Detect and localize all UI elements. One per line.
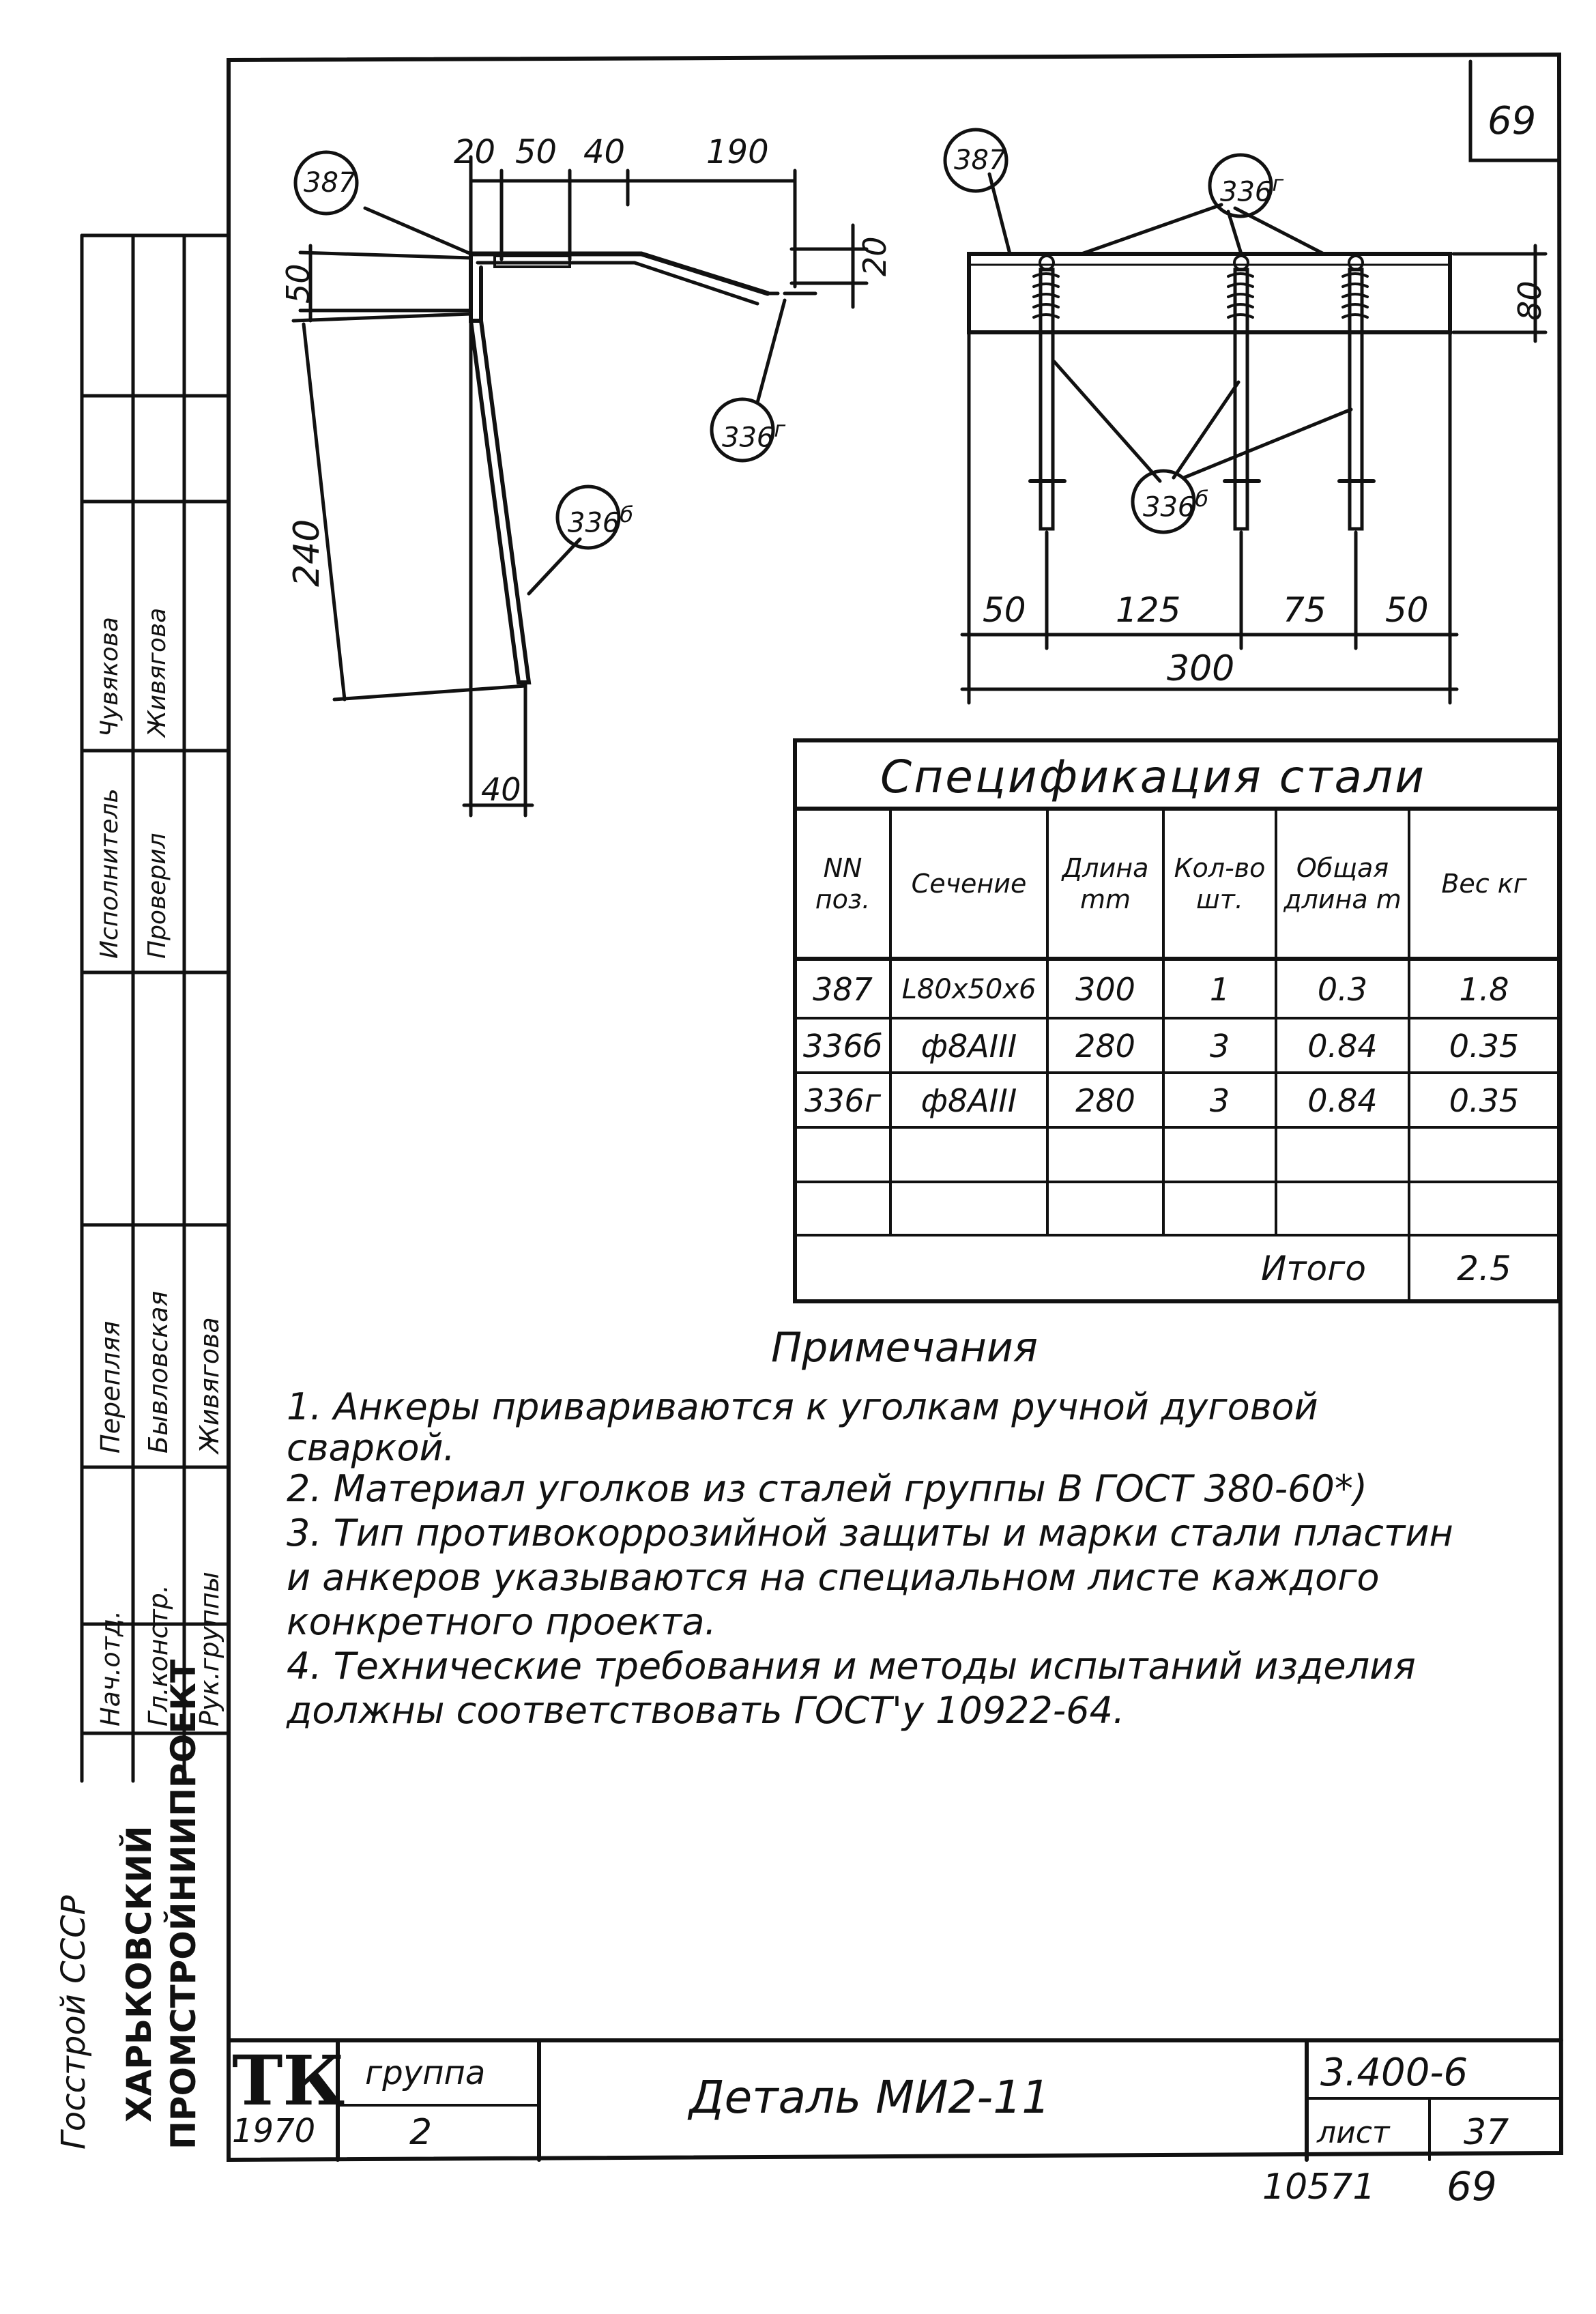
table-cell: 336г (804, 1082, 881, 1119)
right-detail-drawing (962, 174, 1546, 703)
note-line: и анкеров указываются на специальном листе каждого (287, 1556, 1380, 1599)
table-cell: ф8АIII (920, 1027, 1017, 1065)
callout-336b-right: $336^б$ (1143, 486, 1209, 523)
note-line: 3. Тип противокоррозийной защиты и марки стали пластин (287, 1512, 1453, 1554)
table-cell: 0.35 (1449, 1082, 1520, 1119)
tk-logo: ТК (232, 2040, 345, 2121)
table-cell: 0.35 (1449, 1027, 1520, 1065)
table-cell: 336б (802, 1027, 883, 1065)
spec-header-weight: Вес кг (1441, 869, 1527, 899)
dim-bottom-125: 125 (1116, 590, 1181, 630)
dim-right-vertical-20: 20 (856, 236, 893, 276)
drawing-title: Деталь МИ2-11 (689, 2071, 1051, 2124)
dim-bottom-50-b: 50 (1385, 590, 1429, 630)
org-institute: ПРОМСТРОЙНИИПРОЕКТ (164, 1659, 203, 2150)
stamp-name-3: Живягова (194, 1317, 224, 1454)
table-cell: 280 (1075, 1082, 1135, 1119)
callout-336g-left: $336^г$ (722, 416, 786, 454)
corner-sheet-number: 69 (1488, 99, 1537, 143)
dim-height-80: 80 (1511, 280, 1548, 321)
table-cell: 1.8 (1459, 971, 1509, 1008)
table-cell: 300 (1075, 971, 1135, 1008)
stamp-name-1: Перепляя (96, 1320, 126, 1454)
series-number: 3.400-6 (1320, 2051, 1468, 2095)
note-line: должны соответствовать ГОСТ'у 10922-64. (287, 1689, 1125, 1732)
stamp-role-chief-designer: Гл.констр. (143, 1585, 173, 1726)
table-cell: 387 (813, 971, 873, 1008)
org-gosstroy: Госстрой СССР (55, 1895, 93, 2150)
spec-header-section: Сечение (911, 869, 1027, 899)
stamp-role-group-lead: Рук.группы (194, 1572, 224, 1726)
stamp-role-executor: Исполнитель (96, 788, 124, 959)
dim-bottom-40: 40 (481, 771, 521, 808)
spec-header-total-length: Общая длина m (1283, 853, 1402, 914)
left-stamp-grid (82, 235, 229, 1781)
table-cell: 0.3 (1317, 971, 1368, 1008)
callout-387-right: 387 (954, 145, 1006, 176)
spec-total-label: Итого (1261, 1249, 1366, 1288)
sheet-label: лист (1317, 2115, 1390, 2150)
dim-bottom-75: 75 (1283, 590, 1326, 630)
spec-header-qty: Кол-во шт. (1174, 853, 1266, 914)
table-cell: 3 (1209, 1082, 1230, 1119)
dim-left-vertical-50: 50 (280, 263, 317, 304)
org-kharkov: ХАРЬКОВСКИЙ (119, 1825, 159, 2122)
callout-336b-left: $336^б$ (568, 502, 634, 539)
note-line: 4. Технические требования и методы испытаний изделия (287, 1645, 1416, 1688)
note-line: сваркой. (287, 1426, 455, 1469)
dim-length-240: 240 (287, 519, 328, 587)
spec-table-title: Спецификация стали (880, 751, 1427, 803)
table-cell: L80x50x6 (901, 974, 1036, 1005)
callout-387-left: 387 (304, 167, 356, 199)
stamp-role-checked: Проверил (143, 833, 171, 959)
stamp-role-head: Нач.отд. (96, 1610, 126, 1726)
spec-total-value: 2.5 (1457, 1249, 1511, 1288)
table-cell: 280 (1075, 1027, 1135, 1065)
dim-left-top-50: 50 (515, 133, 557, 171)
dim-bottom-50-a: 50 (983, 590, 1026, 630)
spec-header-length: Длина mm (1062, 853, 1149, 914)
table-cell: 3 (1209, 1027, 1230, 1065)
table-cell: 1 (1209, 971, 1230, 1008)
note-line: конкретного проекта. (287, 1600, 716, 1643)
spec-header-pos: NN поз. (815, 853, 871, 914)
note-line: 2. Материал уголков из сталей группы В ГОСТ 380-60*) (287, 1467, 1367, 1510)
notes-title: Примечания (771, 1324, 1038, 1372)
stamp-name-5: Живягова (143, 607, 171, 737)
callout-336g-right: $336^г$ (1220, 171, 1284, 208)
stamp-name-2: Бывловская (143, 1290, 173, 1454)
table-cell: ф8АIII (920, 1082, 1017, 1119)
dim-left-top-40: 40 (583, 133, 626, 171)
table-cell: 0.84 (1307, 1082, 1378, 1119)
title-year: 1970 (232, 2112, 316, 2150)
group-value: 2 (409, 2112, 433, 2153)
footer-archive-number: 10571 (1262, 2167, 1376, 2208)
dim-total-300: 300 (1167, 648, 1235, 689)
table-cell: 0.84 (1307, 1027, 1378, 1065)
sheet-value: 37 (1464, 2112, 1509, 2153)
dim-left-top-190: 190 (706, 133, 769, 171)
dim-left-top-20: 20 (454, 133, 496, 171)
group-label: группа (365, 2054, 486, 2092)
footer-page-number: 69 (1447, 2163, 1497, 2210)
note-line: 1. Анкеры привариваются к уголкам ручной дуговой (287, 1385, 1318, 1428)
stamp-name-4: Чувякова (96, 617, 124, 737)
